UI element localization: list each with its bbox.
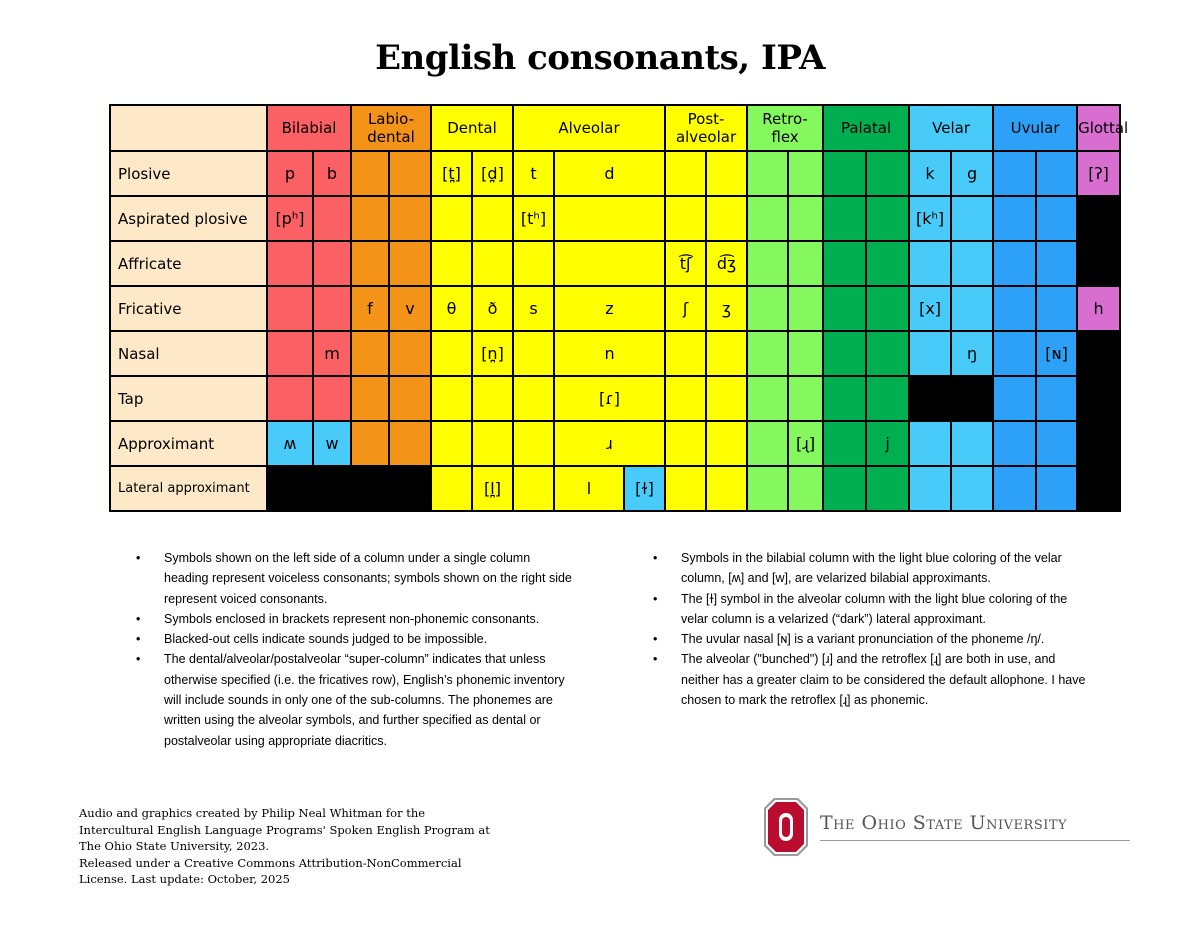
empty-cell <box>823 421 866 466</box>
empty-cell <box>431 421 472 466</box>
empty-cell <box>389 376 431 421</box>
empty-cell <box>472 376 513 421</box>
empty-cell <box>267 286 313 331</box>
row-tap: Tap <box>110 376 267 421</box>
empty-cell <box>909 241 951 286</box>
symbol-theta: θ <box>431 286 472 331</box>
credit-line: Released under a Creative Commons Attribution-NonCommercial <box>79 855 462 870</box>
note-blacked-out: • Blacked-out cells indicate sounds judged to be impossible. <box>108 629 578 649</box>
place-palatal: Palatal <box>823 105 909 151</box>
impossible-cell <box>1077 466 1120 511</box>
symbol-retroflex-r: [ɻ] <box>788 421 823 466</box>
credit-line: Audio and graphics created by Philip Neal Whitman for the <box>79 806 426 820</box>
symbol-esh: ʃ <box>665 286 706 331</box>
empty-cell <box>823 331 866 376</box>
empty-cell <box>788 331 823 376</box>
credit-line: Intercultural English Language Programs' Spoken English Program at <box>79 822 490 837</box>
credit-line: The Ohio State University, 2023. <box>79 839 270 853</box>
empty-cell <box>389 241 431 286</box>
empty-cell <box>351 421 389 466</box>
place-postalveolar: Post- alveolar <box>665 105 747 151</box>
note-super-column: • The dental/alveolar/postalveolar “super-column” indicates that unless otherwise specified (i.e. the fricatives row), English’s phonemic inventory will include sounds in only one of the sub-columns. The phonemes are written using the alveolar symbols, and further specified as dental or postalveolar using appropriate diacritics. <box>108 649 578 750</box>
empty-cell <box>431 241 472 286</box>
empty-cell <box>351 151 389 196</box>
impossible-cell <box>951 376 993 421</box>
empty-cell <box>351 331 389 376</box>
empty-cell <box>747 196 788 241</box>
empty-cell <box>788 376 823 421</box>
empty-cell <box>1036 241 1077 286</box>
note-brackets: • Symbols enclosed in brackets represent non-phonemic consonants. <box>108 609 578 629</box>
symbol-m: m <box>313 331 351 376</box>
symbol-n: n <box>554 331 665 376</box>
note-voicing: • Symbols shown on the left side of a column under a single column heading represent voiceless consonants; symbols shown on the right side represent voiced consonants. <box>108 548 578 609</box>
ipa-consonant-chart <box>109 104 1129 512</box>
symbol-k: k <box>909 151 951 196</box>
empty-cell <box>823 376 866 421</box>
empty-cell <box>431 466 472 511</box>
credit-line: License. Last update: October, 2025 <box>79 872 290 886</box>
empty-cell <box>951 421 993 466</box>
empty-cell <box>431 331 472 376</box>
empty-cell <box>866 241 909 286</box>
osu-block-o-logo <box>764 798 808 856</box>
empty-cell <box>747 241 788 286</box>
symbol-g: g <box>951 151 993 196</box>
symbol-glottal-stop: [ʔ] <box>1077 151 1120 196</box>
empty-cell <box>909 331 951 376</box>
symbol-b: b <box>313 151 351 196</box>
row-fricative: Fricative <box>110 286 267 331</box>
empty-cell <box>389 151 431 196</box>
place-glottal: Glottal <box>1077 105 1120 151</box>
empty-cell <box>706 466 747 511</box>
empty-cell <box>665 196 706 241</box>
empty-cell <box>993 466 1036 511</box>
empty-cell <box>389 196 431 241</box>
empty-cell <box>993 421 1036 466</box>
empty-cell <box>951 196 993 241</box>
note-dark-l: • The [ɫ] symbol in the alveolar column with the light blue coloring of the velar column is a velarized (“dark”) lateral approximant. <box>625 589 1095 630</box>
symbol-dark-l: [ɫ] <box>624 466 665 511</box>
empty-cell <box>1036 421 1077 466</box>
empty-cell <box>513 331 554 376</box>
note-velarized-bilabial: • Symbols in the bilabial column with the light blue coloring of the velar column, [ʍ] and [w], are velarized bilabial approximants. <box>625 548 1095 589</box>
empty-cell <box>472 196 513 241</box>
empty-cell <box>267 331 313 376</box>
empty-cell <box>951 286 993 331</box>
symbol-v: v <box>389 286 431 331</box>
place-velar: Velar <box>909 105 993 151</box>
empty-cell <box>747 151 788 196</box>
empty-cell <box>1036 196 1077 241</box>
empty-cell <box>823 286 866 331</box>
symbol-voiceless-w: ʍ <box>267 421 313 466</box>
symbol-dental-l: [l̪] <box>472 466 513 511</box>
place-dental: Dental <box>431 105 513 151</box>
empty-cell <box>747 466 788 511</box>
empty-cell <box>866 466 909 511</box>
empty-cell <box>866 376 909 421</box>
empty-cell <box>1036 466 1077 511</box>
empty-cell <box>788 196 823 241</box>
empty-cell <box>993 241 1036 286</box>
row-approximant: Approximant <box>110 421 267 466</box>
place-retroflex: Retro- flex <box>747 105 823 151</box>
empty-cell <box>351 376 389 421</box>
place-bilabial: Bilabial <box>267 105 351 151</box>
empty-cell <box>665 466 706 511</box>
empty-cell <box>951 466 993 511</box>
empty-cell <box>267 241 313 286</box>
empty-cell <box>1036 376 1077 421</box>
empty-cell <box>665 421 706 466</box>
chart-corner <box>110 105 267 151</box>
symbol-s: s <box>513 286 554 331</box>
symbol-eth: ð <box>472 286 513 331</box>
notes-right <box>625 548 1095 710</box>
empty-cell <box>554 196 665 241</box>
symbol-eng: ŋ <box>951 331 993 376</box>
symbol-h: h <box>1077 286 1120 331</box>
impossible-cell <box>1077 196 1120 241</box>
symbol-p: p <box>267 151 313 196</box>
symbol-dzh: d͡ʒ <box>706 241 747 286</box>
empty-cell <box>993 196 1036 241</box>
empty-cell <box>313 241 351 286</box>
empty-cell <box>909 421 951 466</box>
empty-cell <box>665 331 706 376</box>
empty-cell <box>665 376 706 421</box>
empty-cell <box>472 241 513 286</box>
symbol-f: f <box>351 286 389 331</box>
empty-cell <box>351 241 389 286</box>
empty-cell <box>472 421 513 466</box>
empty-cell <box>313 286 351 331</box>
symbol-kh: [kʰ] <box>909 196 951 241</box>
empty-cell <box>431 196 472 241</box>
empty-cell <box>866 286 909 331</box>
empty-cell <box>389 331 431 376</box>
symbol-t: t <box>513 151 554 196</box>
empty-cell <box>513 421 554 466</box>
symbol-z: z <box>554 286 665 331</box>
symbol-ph: [pʰ] <box>267 196 313 241</box>
empty-cell <box>993 286 1036 331</box>
empty-cell <box>267 376 313 421</box>
note-uvular-nasal: • The uvular nasal [ɴ] is a variant pronunciation of the phoneme /ŋ/. <box>625 629 1095 649</box>
symbol-w: w <box>313 421 351 466</box>
empty-cell <box>665 151 706 196</box>
empty-cell <box>313 376 351 421</box>
osu-wordmark-rule <box>820 840 1130 841</box>
symbol-tsh: t͡ʃ <box>665 241 706 286</box>
impossible-cell <box>267 466 431 511</box>
empty-cell <box>513 466 554 511</box>
symbol-th: [tʰ] <box>513 196 554 241</box>
row-nasal: Nasal <box>110 331 267 376</box>
symbol-dental-n: [n̪] <box>472 331 513 376</box>
empty-cell <box>866 196 909 241</box>
impossible-cell <box>1077 331 1120 376</box>
empty-cell <box>909 466 951 511</box>
page-title: English consonants, IPA <box>375 38 825 78</box>
empty-cell <box>747 331 788 376</box>
impossible-cell <box>1077 376 1120 421</box>
empty-cell <box>747 286 788 331</box>
symbol-x: [x] <box>909 286 951 331</box>
empty-cell <box>1036 286 1077 331</box>
empty-cell <box>866 331 909 376</box>
empty-cell <box>788 466 823 511</box>
empty-cell <box>706 331 747 376</box>
empty-cell <box>513 376 554 421</box>
empty-cell <box>1036 151 1077 196</box>
symbol-uvular-n: [ɴ] <box>1036 331 1077 376</box>
symbol-j: j <box>866 421 909 466</box>
notes-left <box>108 548 578 751</box>
note-rhotic: • The alveolar ("bunched") [ɹ] and the retroflex [ɻ] are both in use, and neither has a greater claim to be considered the default allophone. I have chosen to mark the retroflex [ɻ] as phonemic. <box>625 649 1095 710</box>
empty-cell <box>951 241 993 286</box>
place-labiodental: Labio- dental <box>351 105 431 151</box>
empty-cell <box>389 421 431 466</box>
empty-cell <box>823 151 866 196</box>
empty-cell <box>993 331 1036 376</box>
empty-cell <box>788 241 823 286</box>
place-alveolar: Alveolar <box>513 105 665 151</box>
empty-cell <box>431 376 472 421</box>
empty-cell <box>554 241 665 286</box>
osu-wordmark: The Ohio State University <box>820 812 1068 834</box>
empty-cell <box>351 196 389 241</box>
empty-cell <box>706 151 747 196</box>
row-lateral-approximant: Lateral approximant <box>110 466 267 511</box>
empty-cell <box>823 241 866 286</box>
impossible-cell <box>1077 421 1120 466</box>
empty-cell <box>866 151 909 196</box>
empty-cell <box>993 376 1036 421</box>
symbol-tap: [ɾ] <box>554 376 665 421</box>
empty-cell <box>823 466 866 511</box>
empty-cell <box>788 151 823 196</box>
row-plosive: Plosive <box>110 151 267 196</box>
empty-cell <box>313 196 351 241</box>
row-affricate: Affricate <box>110 241 267 286</box>
symbol-l: l <box>554 466 624 511</box>
place-uvular: Uvular <box>993 105 1077 151</box>
empty-cell <box>706 376 747 421</box>
empty-cell <box>513 241 554 286</box>
symbol-turned-r: ɹ <box>554 421 665 466</box>
symbol-dental-d: [d̪] <box>472 151 513 196</box>
row-aspirated-plosive: Aspirated plosive <box>110 196 267 241</box>
symbol-ezh: ʒ <box>706 286 747 331</box>
empty-cell <box>823 196 866 241</box>
impossible-cell <box>1077 241 1120 286</box>
empty-cell <box>706 196 747 241</box>
symbol-d: d <box>554 151 665 196</box>
symbol-dental-t: [t̪] <box>431 151 472 196</box>
empty-cell <box>788 286 823 331</box>
empty-cell <box>993 151 1036 196</box>
empty-cell <box>747 376 788 421</box>
empty-cell <box>747 421 788 466</box>
credit-text <box>79 805 539 888</box>
empty-cell <box>706 421 747 466</box>
impossible-cell <box>909 376 951 421</box>
